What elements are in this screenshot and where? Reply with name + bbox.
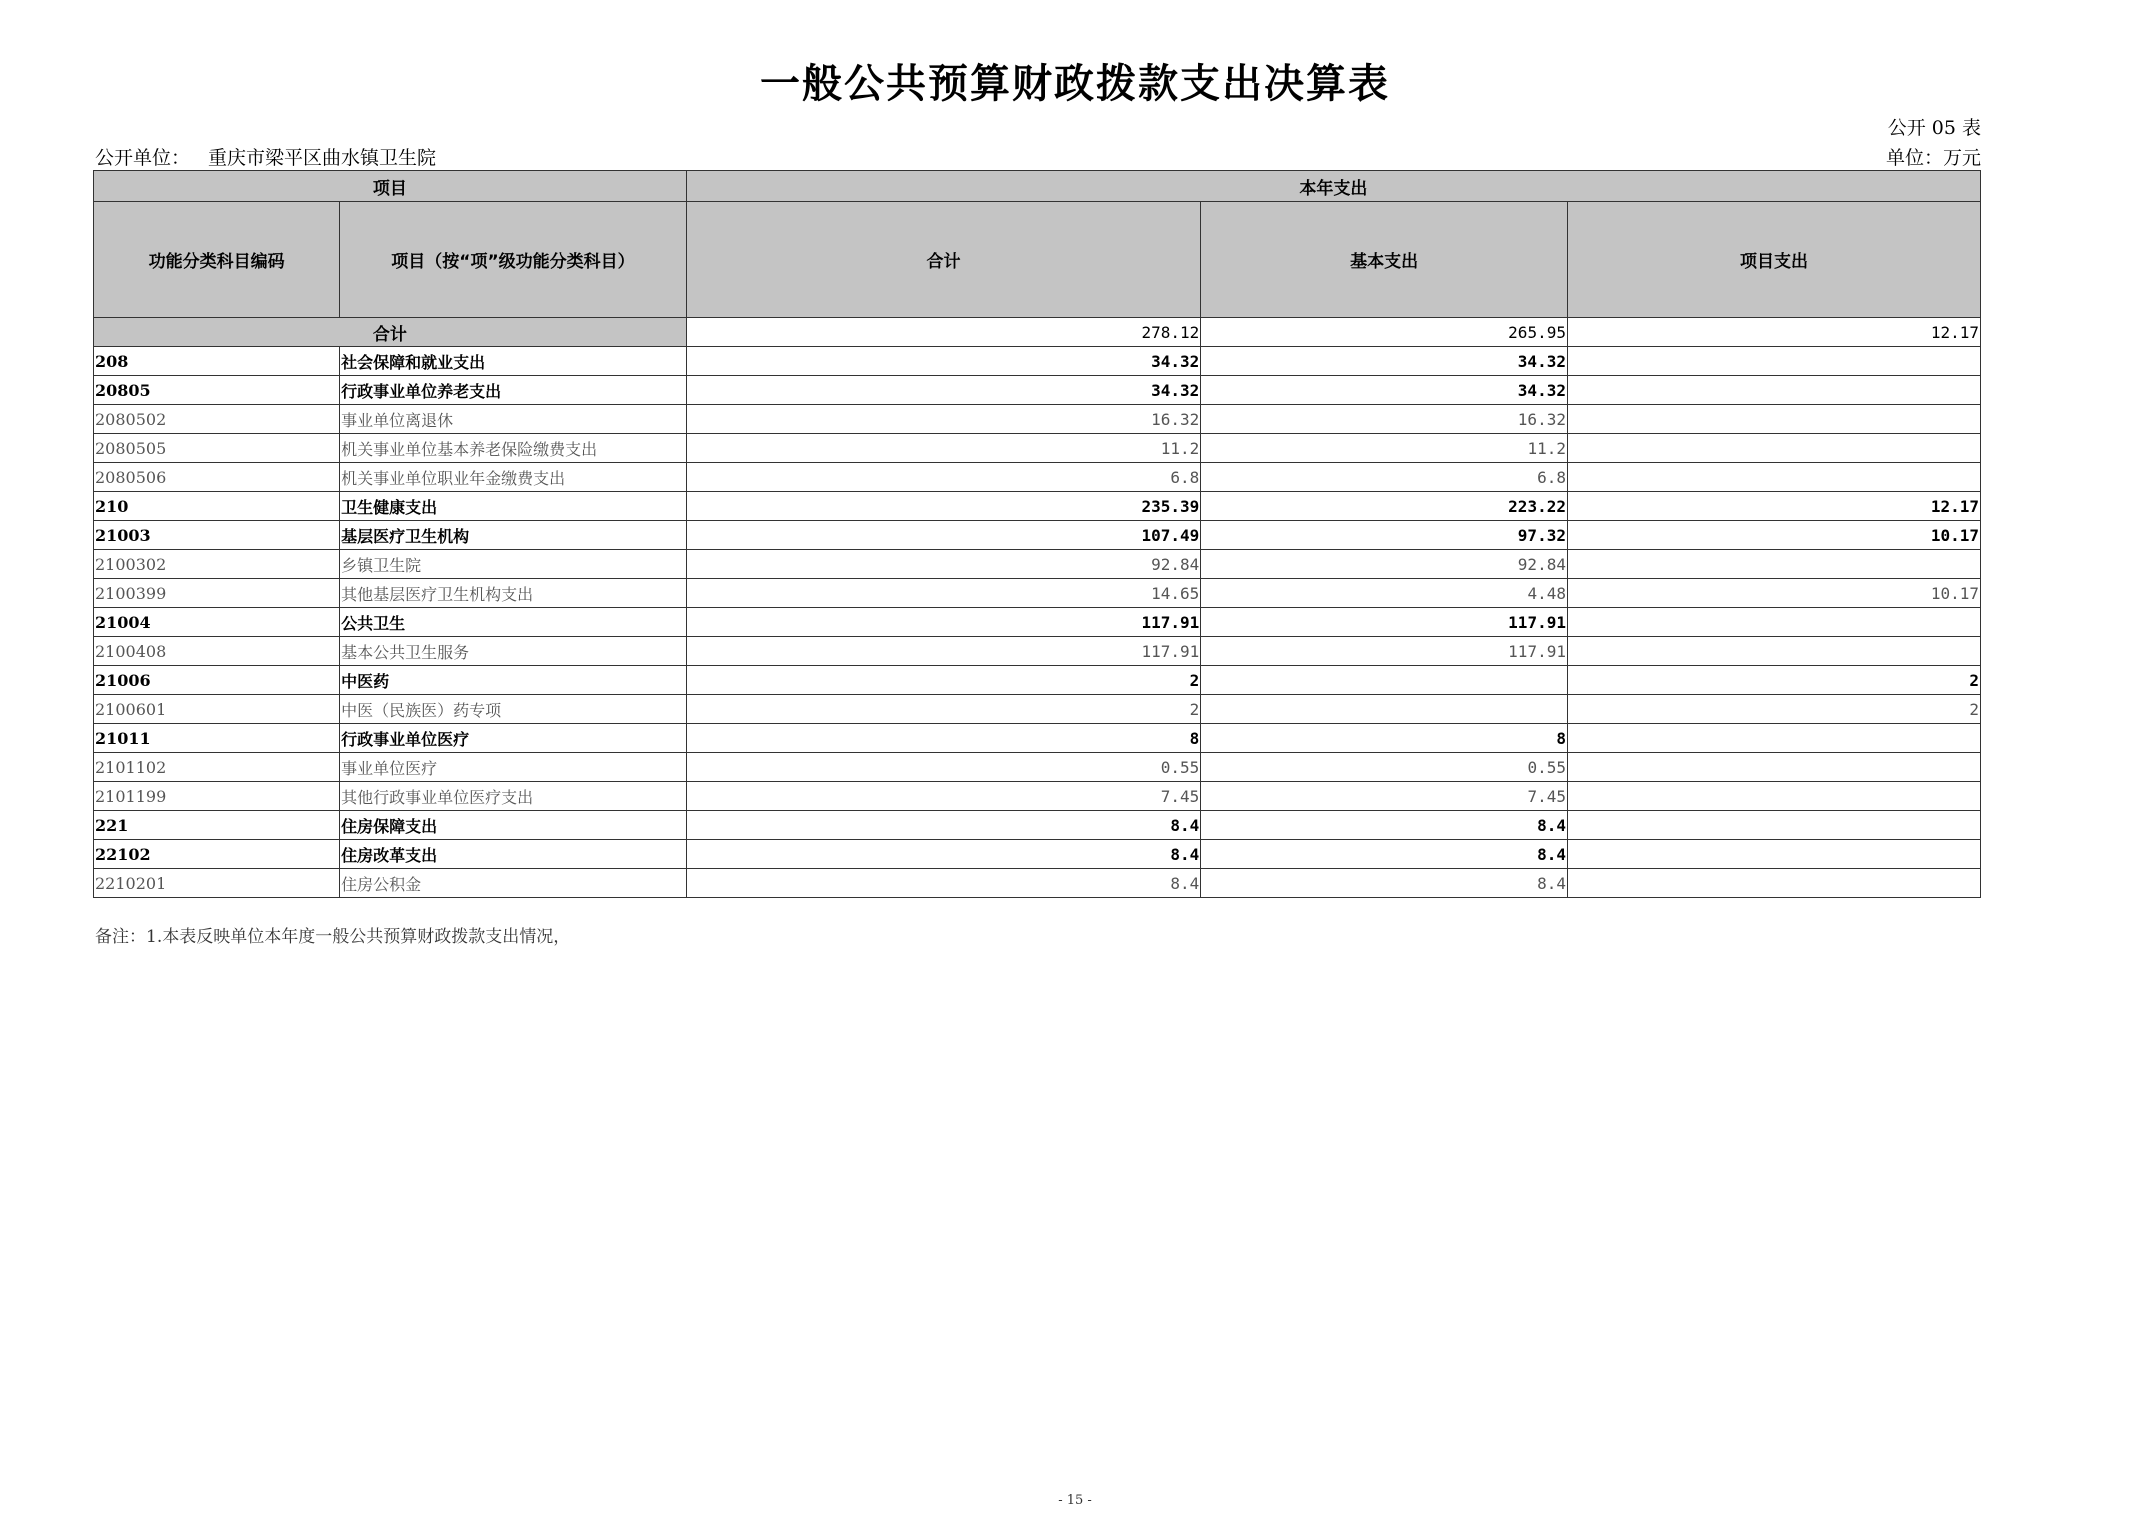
row-total: 11.2 [686, 434, 1200, 463]
row-code: 21004 [94, 608, 340, 637]
row-name: 其他行政事业单位医疗支出 [340, 782, 687, 811]
row-basic: 223.22 [1201, 492, 1568, 521]
row-project [1567, 550, 1980, 579]
table-row [94, 666, 1981, 695]
row-name: 机关事业单位职业年金缴费支出 [340, 463, 687, 492]
row-basic [1201, 666, 1568, 695]
row-project: 2 [1567, 695, 1980, 724]
row-name: 基本公共卫生服务 [340, 637, 687, 666]
header-project-expenditure: 项目支出 [1567, 202, 1980, 318]
row-code: 210 [94, 492, 340, 521]
row-basic: 34.32 [1201, 347, 1568, 376]
table-row [94, 579, 1981, 608]
row-basic: 117.91 [1201, 637, 1568, 666]
row-code: 21003 [94, 521, 340, 550]
row-name: 其他基层医疗卫生机构支出 [340, 579, 687, 608]
row-basic: 16.32 [1201, 405, 1568, 434]
row-name: 事业单位离退休 [340, 405, 687, 434]
row-basic [1201, 695, 1568, 724]
total-project: 12.17 [1567, 318, 1980, 347]
row-project [1567, 840, 1980, 869]
header-project: 项目 [94, 171, 687, 202]
row-total: 2 [686, 666, 1200, 695]
row-project [1567, 811, 1980, 840]
row-basic: 8 [1201, 724, 1568, 753]
row-basic: 117.91 [1201, 608, 1568, 637]
total-basic: 265.95 [1201, 318, 1568, 347]
table-row [94, 753, 1981, 782]
row-name: 中医（民族医）药专项 [340, 695, 687, 724]
row-total: 34.32 [686, 376, 1200, 405]
row-code: 2080502 [94, 405, 340, 434]
row-total: 6.8 [686, 463, 1200, 492]
row-total: 16.32 [686, 405, 1200, 434]
row-total: 117.91 [686, 637, 1200, 666]
table-row [94, 724, 1981, 753]
table-number: 公开 05 表 [1887, 117, 1981, 139]
row-project: 10.17 [1567, 521, 1980, 550]
row-total: 235.39 [686, 492, 1200, 521]
row-name: 基层医疗卫生机构 [340, 521, 687, 550]
table-row [94, 492, 1981, 521]
row-total: 8 [686, 724, 1200, 753]
header-current-year: 本年支出 [686, 171, 1980, 202]
table-row [94, 869, 1981, 898]
row-name: 住房改革支出 [340, 840, 687, 869]
row-total: 8.4 [686, 869, 1200, 898]
row-name: 机关事业单位基本养老保险缴费支出 [340, 434, 687, 463]
table-row [94, 405, 1981, 434]
table-row [94, 434, 1981, 463]
table-row [94, 608, 1981, 637]
row-code: 2101102 [94, 753, 340, 782]
page-number: - 15 - [1058, 1493, 1092, 1508]
table-row [94, 840, 1981, 869]
row-project: 2 [1567, 666, 1980, 695]
expenditure-table [93, 170, 1981, 898]
row-code: 22102 [94, 840, 340, 869]
table-row [94, 637, 1981, 666]
row-total: 34.32 [686, 347, 1200, 376]
row-total: 92.84 [686, 550, 1200, 579]
row-basic: 7.45 [1201, 782, 1568, 811]
row-basic: 8.4 [1201, 840, 1568, 869]
row-code: 208 [94, 347, 340, 376]
row-project [1567, 782, 1980, 811]
row-name: 中医药 [340, 666, 687, 695]
page-title: 一般公共预算财政拨款支出决算表 [760, 61, 1390, 107]
reporting-unit-name: 重庆市梁平区曲水镇卫生院 [208, 147, 437, 169]
row-name: 乡镇卫生院 [340, 550, 687, 579]
row-total: 2 [686, 695, 1200, 724]
row-project [1567, 376, 1980, 405]
row-name: 公共卫生 [340, 608, 687, 637]
row-basic: 0.55 [1201, 753, 1568, 782]
row-project [1567, 434, 1980, 463]
table-row [94, 347, 1981, 376]
row-project [1567, 463, 1980, 492]
table-row [94, 550, 1981, 579]
table-row [94, 782, 1981, 811]
row-name: 行政事业单位医疗 [340, 724, 687, 753]
row-basic: 8.4 [1201, 869, 1568, 898]
header-basic: 基本支出 [1201, 202, 1568, 318]
row-code: 2101199 [94, 782, 340, 811]
table-row [94, 376, 1981, 405]
row-code: 2080505 [94, 434, 340, 463]
row-code: 221 [94, 811, 340, 840]
row-total: 117.91 [686, 608, 1200, 637]
row-project [1567, 608, 1980, 637]
row-basic: 4.48 [1201, 579, 1568, 608]
row-code: 2100302 [94, 550, 340, 579]
row-total: 8.4 [686, 840, 1200, 869]
header-code: 功能分类科目编码 [94, 202, 340, 318]
row-total: 8.4 [686, 811, 1200, 840]
row-project: 10.17 [1567, 579, 1980, 608]
header-name: 项目（按“项”级功能分类科目） [340, 202, 687, 318]
row-project [1567, 405, 1980, 434]
row-name: 社会保障和就业支出 [340, 347, 687, 376]
row-code: 2100408 [94, 637, 340, 666]
table-row [94, 811, 1981, 840]
currency-unit: 单位：万元 [1885, 147, 1981, 169]
row-basic: 92.84 [1201, 550, 1568, 579]
row-basic: 6.8 [1201, 463, 1568, 492]
row-project [1567, 347, 1980, 376]
row-total: 107.49 [686, 521, 1200, 550]
row-code: 2080506 [94, 463, 340, 492]
row-basic: 34.32 [1201, 376, 1568, 405]
row-total: 14.65 [686, 579, 1200, 608]
row-project: 12.17 [1567, 492, 1980, 521]
row-name: 行政事业单位养老支出 [340, 376, 687, 405]
total-amount: 278.12 [686, 318, 1200, 347]
row-project [1567, 724, 1980, 753]
row-code: 2100601 [94, 695, 340, 724]
row-basic: 8.4 [1201, 811, 1568, 840]
row-code: 2100399 [94, 579, 340, 608]
row-project [1567, 869, 1980, 898]
row-code: 21006 [94, 666, 340, 695]
row-basic: 97.32 [1201, 521, 1568, 550]
total-row [94, 318, 1981, 347]
row-code: 20805 [94, 376, 340, 405]
row-name: 住房公积金 [340, 869, 687, 898]
row-name: 事业单位医疗 [340, 753, 687, 782]
table-row [94, 521, 1981, 550]
row-project [1567, 637, 1980, 666]
row-total: 0.55 [686, 753, 1200, 782]
row-name: 住房保障支出 [340, 811, 687, 840]
row-name: 卫生健康支出 [340, 492, 687, 521]
reporting-unit-label: 公开单位： [95, 147, 191, 169]
header-total: 合计 [686, 202, 1200, 318]
row-project [1567, 753, 1980, 782]
row-total: 7.45 [686, 782, 1200, 811]
row-code: 21011 [94, 724, 340, 753]
table-row [94, 695, 1981, 724]
row-code: 2210201 [94, 869, 340, 898]
reporting-unit [95, 143, 436, 170]
row-basic: 11.2 [1201, 434, 1568, 463]
table-row [94, 463, 1981, 492]
footnote: 备注：1.本表反映单位本年度一般公共预算财政拨款支出情况， [95, 927, 571, 947]
total-label: 合计 [94, 318, 687, 347]
